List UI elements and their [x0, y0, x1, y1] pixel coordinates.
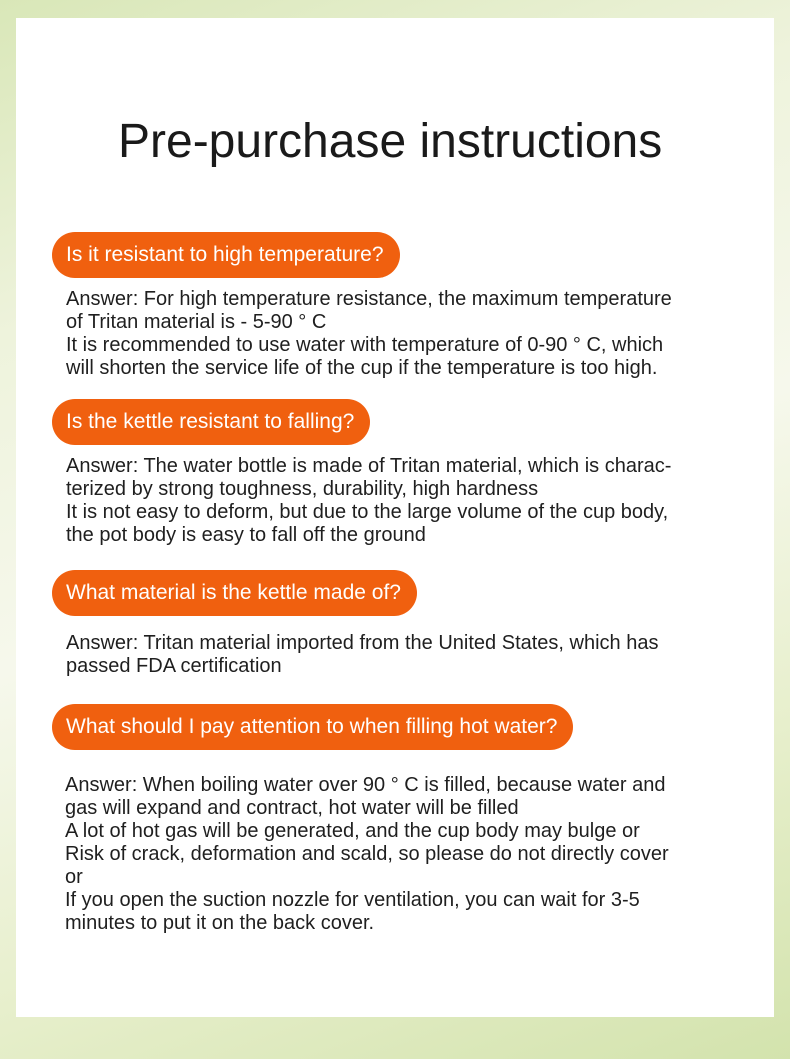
answer-4-line-2: gas will expand and contract, hot water will be filled	[65, 797, 519, 819]
answer-4-line-7: minutes to put it on the back cover.	[65, 912, 375, 934]
answer-4-line-1: Answer: When boiling water over 90 ° C is filled, because water and	[65, 774, 666, 796]
answer-3	[66, 632, 756, 678]
answer-2-line-3: It is not easy to deform, but due to the large volume of the cup body,	[66, 501, 669, 523]
answer-4-line-6: If you open the suction nozzle for ventilation, you can wait for 3-5	[65, 889, 640, 911]
answer-3-line-2: passed FDA certification	[66, 655, 282, 677]
content-card	[16, 18, 774, 1017]
answer-1-line-2: of Tritan material is - 5-90 ° C	[66, 311, 327, 333]
answer-2	[66, 455, 756, 547]
answer-1-line-4: will shorten the service life of the cup if the temperature is too high.	[66, 357, 658, 379]
question-3-pill: What material is the kettle made of?	[52, 570, 417, 616]
answer-4-line-4: Risk of crack, deformation and scald, so please do not directly cover	[65, 843, 669, 865]
answer-4-line-5: or	[65, 866, 83, 888]
answer-1-line-1: Answer: For high temperature resistance, the maximum temperature	[66, 288, 672, 310]
question-2-pill: Is the kettle resistant to falling?	[52, 399, 370, 445]
answer-2-line-1: Answer: The water bottle is made of Tritan material, which is charac-	[66, 455, 672, 477]
question-4-pill: What should I pay attention to when filling hot water?	[52, 704, 573, 750]
answer-4	[65, 774, 755, 935]
answer-4-line-3: A lot of hot gas will be generated, and the cup body may bulge or	[65, 820, 640, 842]
page-title: Pre-purchase instructions	[118, 115, 663, 168]
answer-2-line-4: the pot body is easy to fall off the ground	[66, 524, 426, 546]
answer-2-line-2: terized by strong toughness, durability, high hardness	[66, 478, 539, 500]
question-1-pill: Is it resistant to high temperature?	[52, 232, 400, 278]
answer-1	[66, 288, 756, 380]
answer-3-line-1: Answer: Tritan material imported from the United States, which has	[66, 632, 659, 654]
answer-1-line-3: It is recommended to use water with temperature of 0-90 ° C, which	[66, 334, 664, 356]
